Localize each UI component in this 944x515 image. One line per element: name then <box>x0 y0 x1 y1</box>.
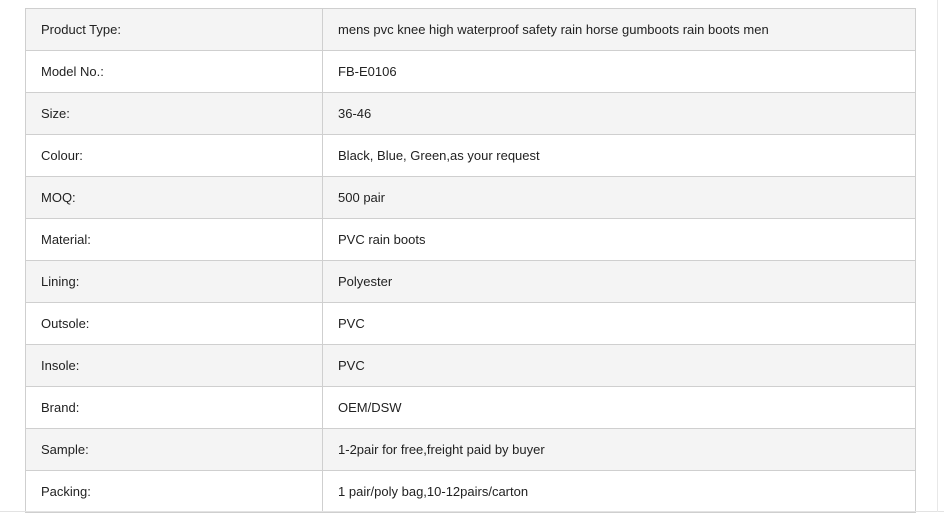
spec-value: 1-2pair for free,freight paid by buyer <box>323 429 916 471</box>
spec-value: 1 pair/poly bag,10-12pairs/carton <box>323 471 916 513</box>
spec-label: Product Type: <box>26 9 323 51</box>
spec-label: Brand: <box>26 387 323 429</box>
spec-row-sample <box>26 429 916 471</box>
product-spec-table <box>25 8 916 513</box>
spec-row-size <box>26 93 916 135</box>
spec-row-product-type <box>26 9 916 51</box>
spec-row-packing <box>26 471 916 513</box>
spec-label: Lining: <box>26 261 323 303</box>
spec-label: Model No.: <box>26 51 323 93</box>
spec-row-outsole <box>26 303 916 345</box>
spec-value: Black, Blue, Green,as your request <box>323 135 916 177</box>
spec-row-colour <box>26 135 916 177</box>
spec-value: PVC rain boots <box>323 219 916 261</box>
spec-value: 36-46 <box>323 93 916 135</box>
spec-row-lining <box>26 261 916 303</box>
spec-value: OEM/DSW <box>323 387 916 429</box>
spec-label: MOQ: <box>26 177 323 219</box>
spec-label: Colour: <box>26 135 323 177</box>
spec-label: Outsole: <box>26 303 323 345</box>
spec-row-brand <box>26 387 916 429</box>
spec-value: Polyester <box>323 261 916 303</box>
spec-label: Sample: <box>26 429 323 471</box>
spec-row-model-no <box>26 51 916 93</box>
spec-label: Size: <box>26 93 323 135</box>
spec-value: FB-E0106 <box>323 51 916 93</box>
spec-row-moq <box>26 177 916 219</box>
spec-row-insole <box>26 345 916 387</box>
spec-label: Insole: <box>26 345 323 387</box>
spec-label: Packing: <box>26 471 323 513</box>
spec-value: PVC <box>323 345 916 387</box>
spec-label: Material: <box>26 219 323 261</box>
spec-value: 500 pair <box>323 177 916 219</box>
right-edge-divider <box>937 0 938 512</box>
bottom-divider <box>0 511 944 512</box>
spec-value: mens pvc knee high waterproof safety rain horse gumboots rain boots men <box>323 9 916 51</box>
spec-value: PVC <box>323 303 916 345</box>
spec-row-material <box>26 219 916 261</box>
